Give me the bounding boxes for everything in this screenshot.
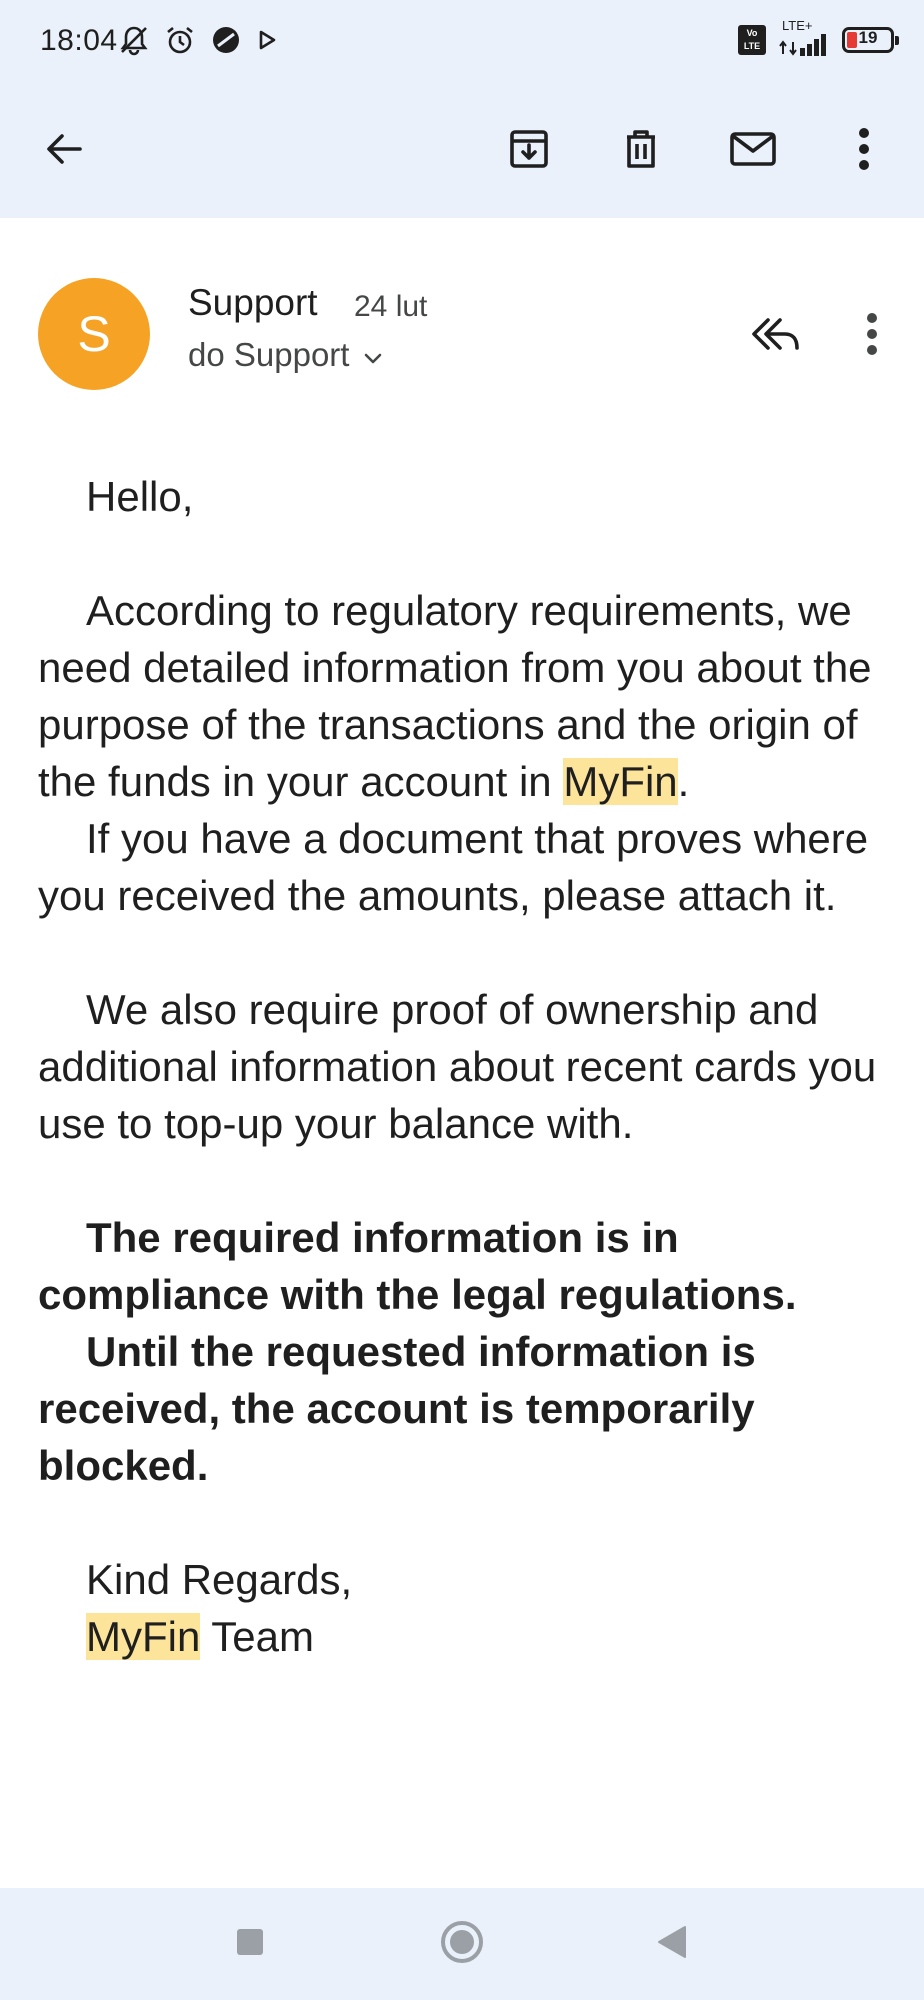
delete-button[interactable] [609, 119, 673, 183]
mark-unread-button[interactable] [721, 119, 785, 183]
network-type-label: LTE+ [782, 18, 813, 33]
paragraph-2-text: If you have a document that proves where you received the amounts, please attach it. [38, 815, 869, 919]
battery-icon [842, 27, 894, 53]
signature [38, 1608, 900, 1665]
status-icons-right [738, 18, 894, 58]
home-icon [439, 1919, 485, 1970]
signal-icon [776, 18, 832, 58]
do-not-disturb-icon [210, 24, 242, 61]
paragraph-4 [38, 1209, 900, 1323]
paragraph-5-text: Until the requested information is received, the account is temporarily blocked. [38, 1328, 756, 1489]
arrow-left-icon [42, 127, 86, 176]
recipient-line: do Support [188, 336, 350, 373]
back-icon [655, 1924, 689, 1965]
more-vertical-icon [858, 127, 870, 176]
reply-all-icon [750, 314, 802, 359]
avatar[interactable]: S [38, 278, 150, 390]
paragraph-5 [38, 1323, 900, 1494]
closing: Kind Regards, [86, 1556, 353, 1603]
chevron-down-icon [363, 336, 383, 374]
paragraph-1-end: . [677, 758, 690, 805]
paragraph-3 [38, 981, 900, 1152]
paragraph-4-text: The required information is in compliance with the legal regulations. [38, 1214, 797, 1318]
status-bar [0, 0, 924, 84]
system-back-button[interactable] [644, 1916, 700, 1972]
volte-icon: Vo LTE [738, 25, 766, 55]
trash-icon [618, 126, 664, 177]
signature-highlight: MyFin [86, 1613, 201, 1660]
paragraph-1-text: According to regulatory requirements, we need detailed information from you about the purpose of the transactions and the origin of the funds in your account in [38, 587, 872, 805]
message-more-button[interactable] [840, 304, 904, 368]
signature-rest: Team [200, 1613, 314, 1660]
reply-all-button[interactable] [744, 304, 808, 368]
email-body [38, 468, 900, 1665]
play-icon [256, 29, 278, 56]
closing-paragraph [38, 1551, 900, 1608]
more-vertical-icon [866, 312, 878, 361]
status-time: 18:04 [40, 24, 118, 57]
home-button[interactable] [434, 1916, 490, 1972]
mail-icon [728, 126, 778, 177]
greeting: Hello, [86, 473, 194, 520]
status-icons-left [118, 24, 278, 61]
back-button[interactable] [32, 119, 96, 183]
recent-apps-button[interactable] [222, 1916, 278, 1972]
sender-name[interactable]: Support [188, 282, 318, 323]
more-options-button[interactable] [832, 119, 896, 183]
archive-icon [506, 126, 552, 177]
email-header [0, 218, 924, 418]
highlight-myfin: MyFin [563, 758, 678, 805]
email-date: 24 lut [354, 290, 428, 323]
bell-off-icon [118, 24, 150, 61]
paragraph-1 [38, 582, 900, 810]
recent-apps-icon [235, 1927, 265, 1962]
recipient-details-toggle[interactable] [188, 336, 383, 374]
alarm-icon [164, 24, 196, 61]
top-app-bar [0, 84, 924, 218]
archive-button[interactable] [497, 119, 561, 183]
greeting-paragraph [38, 468, 900, 525]
paragraph-2 [38, 810, 900, 924]
battery-level: 19 [858, 28, 878, 47]
paragraph-3-text: We also require proof of ownership and additional information about recent cards you use to top-up your balance with. [38, 986, 877, 1147]
system-nav-bar [0, 1888, 924, 2000]
